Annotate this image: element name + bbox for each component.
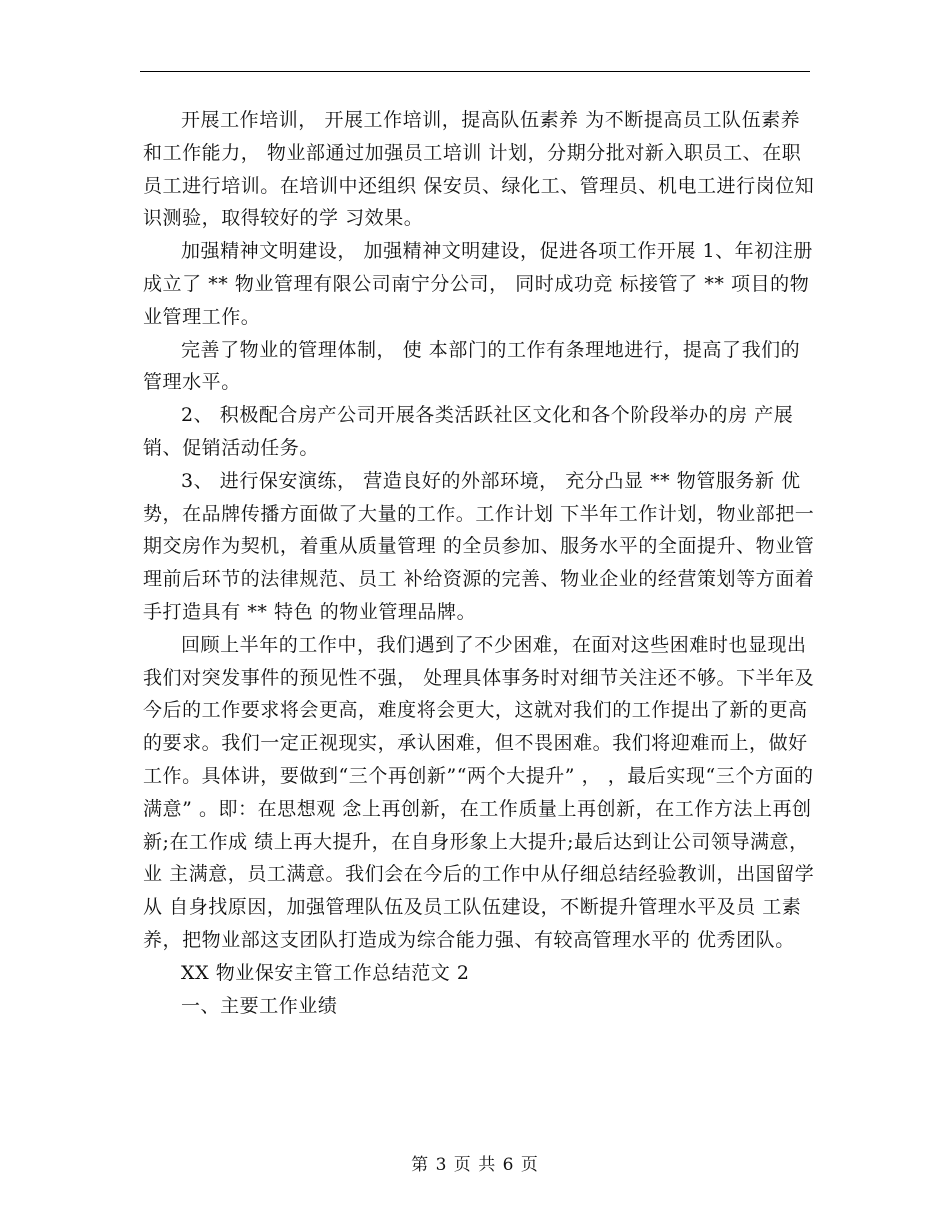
document-body (143, 104, 815, 1022)
section-heading-main-achievements: 一、主要工作业绩 (181, 994, 338, 1017)
section-title: XX 物业保安主管工作总结范文 2 (181, 961, 470, 984)
paragraph-management-system: 完善了物业的管理体制， 使 本部门的工作有条理地进行，提高了我们的管理水平。 (143, 338, 801, 394)
header-divider (140, 71, 810, 72)
paragraph-review: 回顾上半年的工作中，我们遇到了不少困难，在面对这些困难时也显现出我们对突发事件的预见性不强， 处理具体事务时对细节关注还不够。下半年及今后的工作要求将会更高，难度将会更大，这就对我们的工作提出了新的更高的要求。我们一定正视现实，承认困难，但不畏困难。我们将迎难而上，做好工作。具体讲，要做到“三个再创新”“两个大提升” ， ，最后实现“三个方面的满意” 。即：在思想观 念上再创新，在工作质量上再创新，在工作方法上再创新;在工作成 绩上再大提升，在自身形象上大提升;最后达到让公司领导满意，业 主满意，员工满意。我们会在今后的工作中从仔细总结经验教训，出国留学从 自身找原因，加强管理队伍及员工队伍建设，不断提升管理水平及员 工素养，把物业部这支团队打造成为综合能力强、有较高管理水平的 优秀团队。 (143, 633, 815, 951)
paragraph-spiritual-civilization: 加强精神文明建设， 加强精神文明建设，促进各项工作开展 1、年初注册成立了 ** 物业管理有限公司南宁分公司， 同时成功竞 标接管了 ** 项目的物业管理工作。 (143, 240, 813, 328)
page-number-footer: 第 3 页 共 6 页 (411, 1155, 539, 1175)
paragraph-item-2: 2、 积极配合房产公司开展各类活跃社区文化和各个阶段举办的房 产展销、促销活动任务。 (143, 404, 794, 459)
paragraph-training: 开展工作培训， 开展工作培训，提高队伍素养 为不断提高员工队伍素养和工作能力， 物业部通过加强员工培训 计划，分期分批对新入职员工、在职员工进行培训。在培训中还组织 保安员、绿化工、管理员、机电工进行岗位知识测验，取得较好的学 习效果。 (143, 109, 815, 230)
paragraph-item-3: 3、 进行保安演练， 营造良好的外部环境， 充分凸显 ** 物管服务新 优势，在品牌传播方面做了大量的工作。工作计划 下半年工作计划，物业部把一期交房作为契机，着重从质量管理 的全员参加、服务水平的全面提升、物业管理前后环节的法律规范、员工 补给资源的完善、物业企业的经营策划等方面着手打造具有 ** 特色 的物业管理品牌。 (143, 469, 815, 623)
